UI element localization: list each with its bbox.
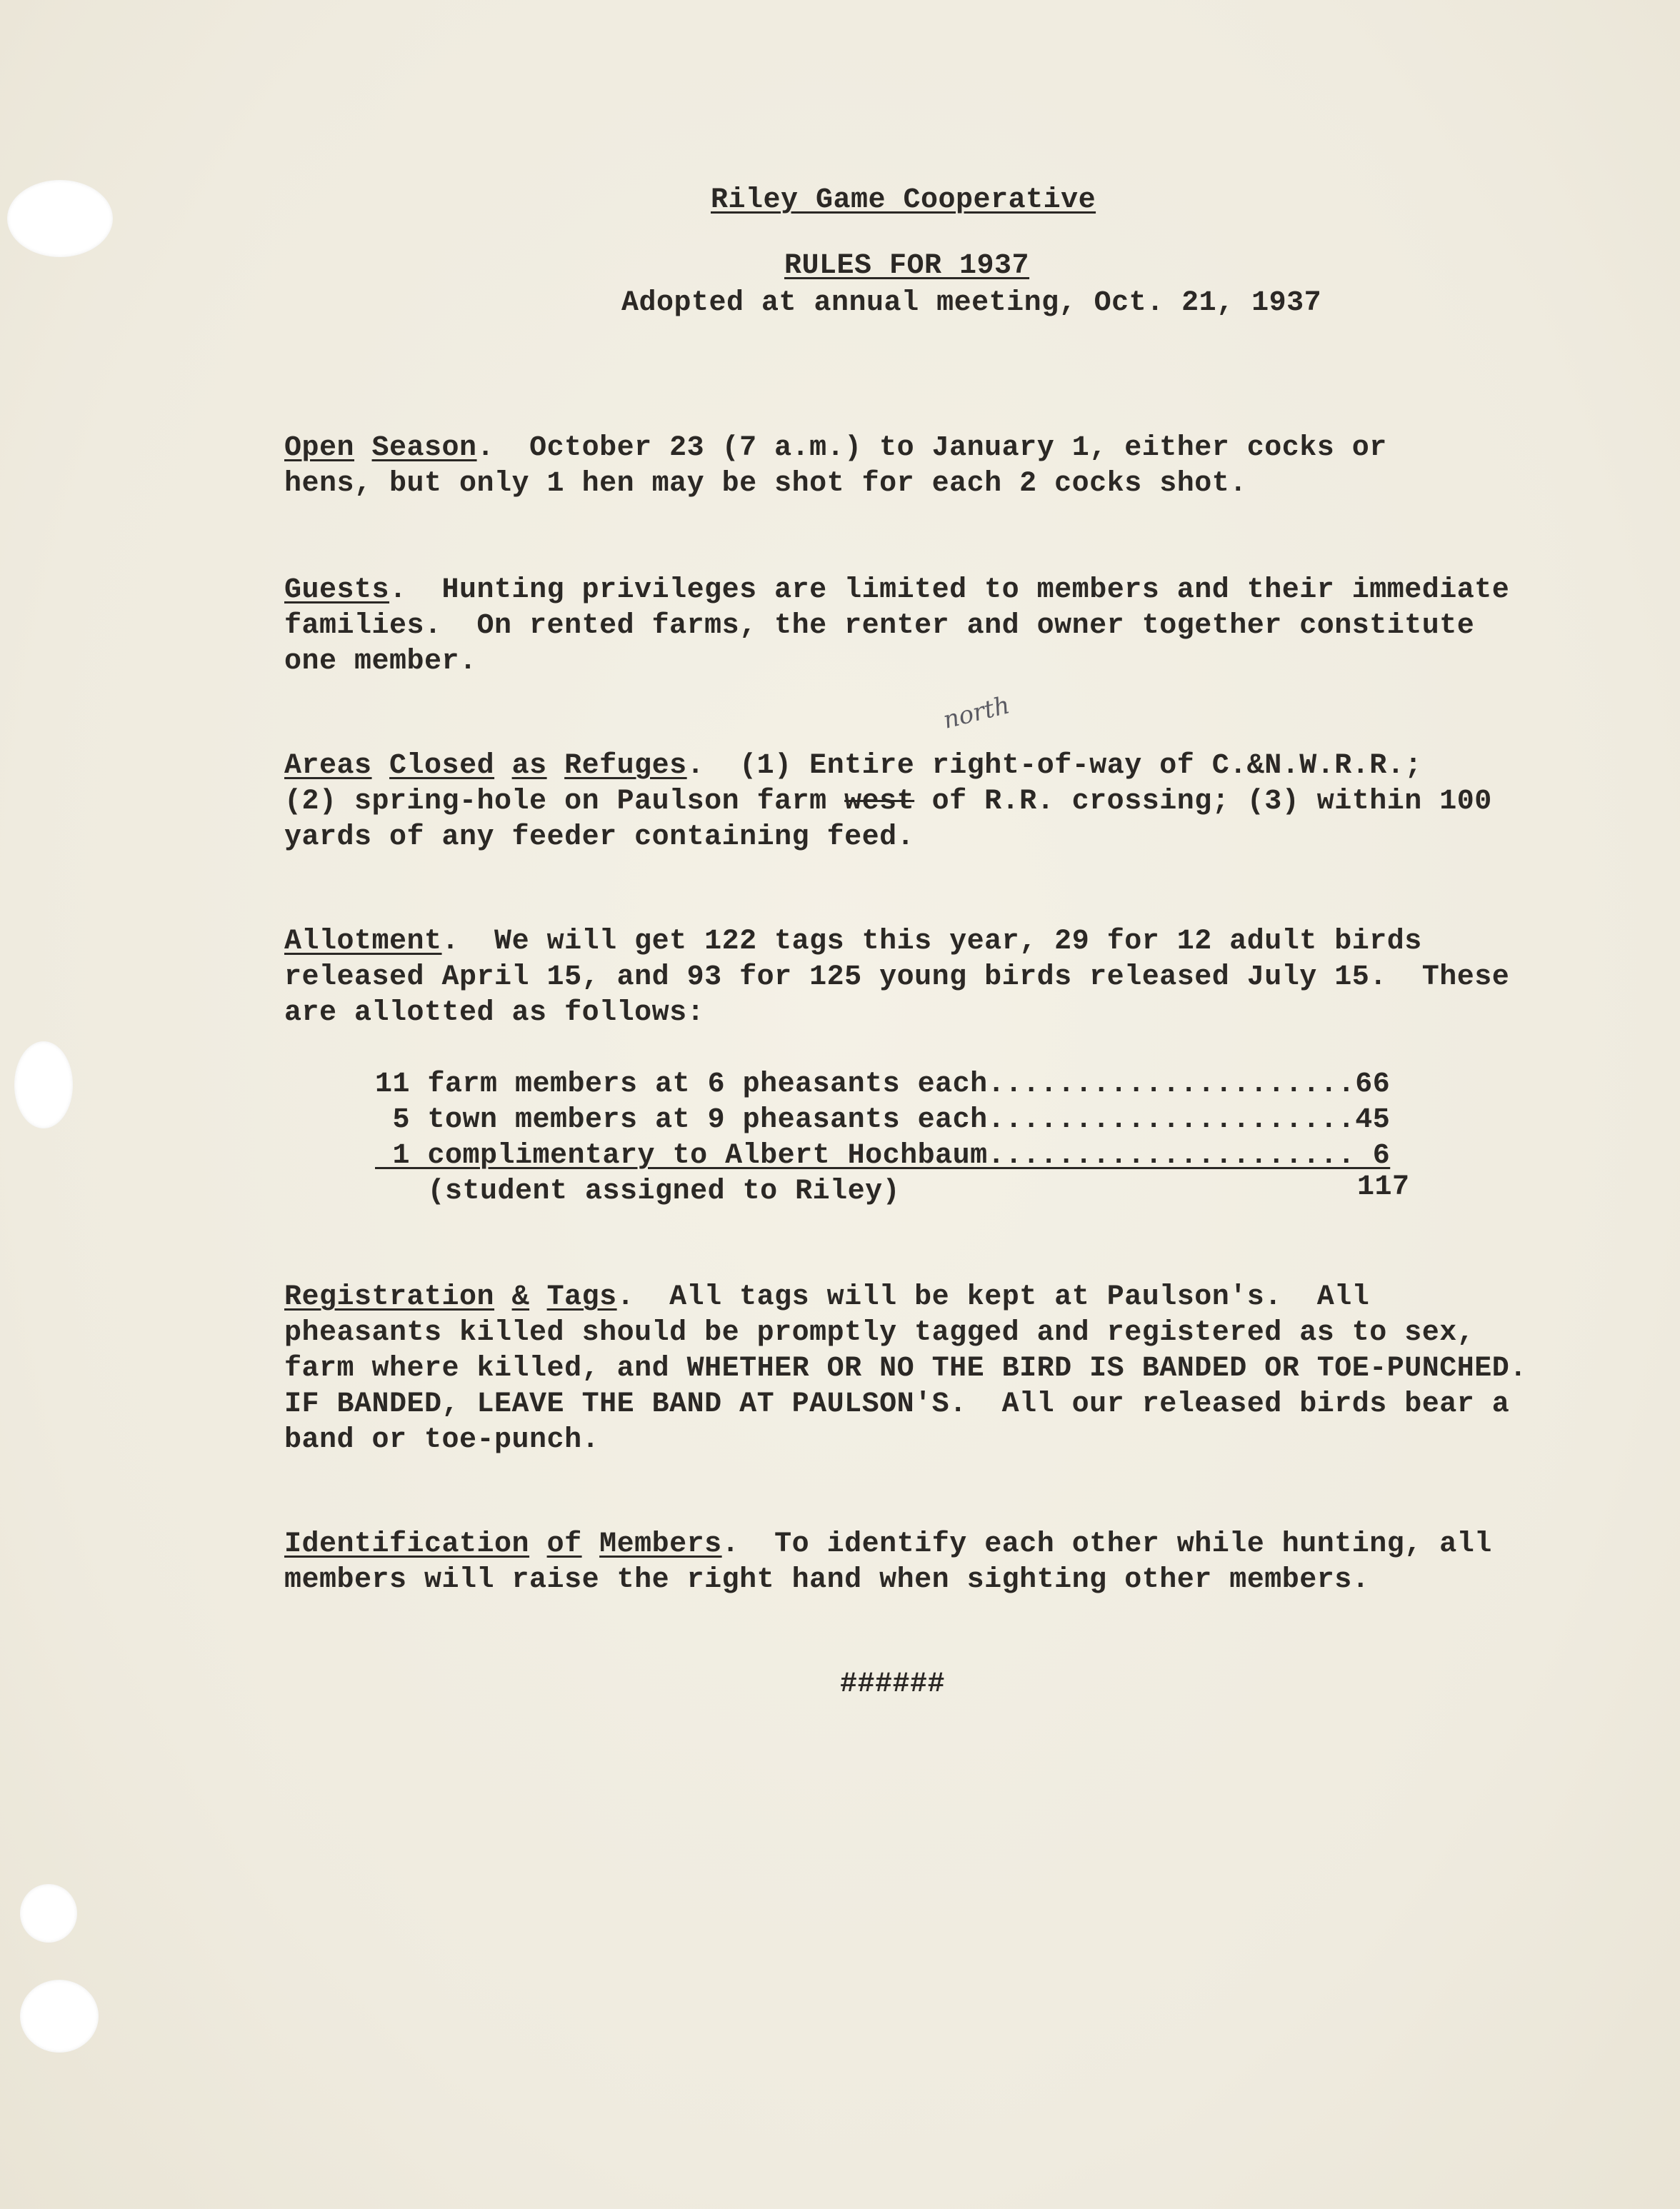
refuges-heading-word-4: Refuges [564, 750, 687, 782]
allotment-row: (student assigned to Riley) [375, 1176, 901, 1208]
identification-heading-word-1: Identification [284, 1528, 530, 1561]
refuges-line-1: Areas Closed as Refuges. (1) Entire right-of-way of C.&N.W.R.R.; [284, 750, 1422, 782]
registration-heading-word-3: Tags [546, 1281, 617, 1313]
registration-line-3: farm where killed, and WHETHER OR NO THE BIRD IS BANDED OR TOE-PUNCHED. [284, 1353, 1527, 1385]
refuges-line-3: yards of any feeder containing feed. [284, 821, 915, 853]
registration-line-2: pheasants killed should be promptly tagged and registered as to sex, [284, 1317, 1475, 1349]
allotment-line-3: are allotted as follows: [284, 997, 705, 1029]
registration-line-1: Registration & Tags. All tags will be kept at Paulson's. All [284, 1281, 1370, 1313]
identification-heading-word-3: Members [599, 1528, 722, 1561]
allotment-row: 5 town members at 9 pheasants each.....................45 [375, 1104, 1391, 1136]
identification-line-2: members will raise the right hand when sighting other members. [284, 1564, 1370, 1596]
allotment-row: 11 farm members at 6 pheasants each.....................66 [375, 1068, 1391, 1101]
open-season-line-2: hens, but only 1 hen may be shot for each 2 cocks shot. [284, 468, 1247, 500]
refuges-heading-word-3: as [511, 750, 547, 782]
rules-title: RULES FOR 1937 [784, 250, 1030, 282]
open-season-heading-word-1: Open [284, 432, 355, 464]
guests-heading: Guests [284, 574, 390, 606]
allotment-line-2: released April 15, and 93 for 125 young birds released July 15. These [284, 961, 1510, 993]
identification-line-1: Identification of Members. To identify each other while hunting, all [284, 1528, 1492, 1561]
registration-line-4: IF BANDED, LEAVE THE BAND AT PAULSON'S. All our released birds bear a [284, 1388, 1510, 1421]
guests-line-2: families. On rented farms, the renter and owner together constitute [284, 610, 1475, 642]
identification-heading-word-2: of [546, 1528, 582, 1561]
refuges-heading-word-1: Areas [284, 750, 372, 782]
open-season-line-1: Open Season. October 23 (7 a.m.) to January 1, either cocks or [284, 432, 1387, 464]
open-season-heading-word-2: Season [371, 432, 477, 464]
allotment-heading: Allotment [284, 926, 442, 958]
refuges-line-2: (2) spring-hole on Paulson farm west of R.R. crossing; (3) within 100 [284, 786, 1492, 818]
registration-line-5: band or toe-punch. [284, 1424, 600, 1456]
registration-heading-word-1: Registration [284, 1281, 495, 1313]
struck-word: west [844, 786, 915, 818]
punch-hole-top [7, 180, 113, 257]
end-mark: ###### [840, 1668, 946, 1700]
allotment-total: 117 [1357, 1171, 1410, 1203]
registration-heading-word-2: & [511, 1281, 530, 1313]
handwritten-annotation: north [940, 691, 1013, 735]
adopted-line: Adopted at annual meeting, Oct. 21, 1937 [621, 287, 1322, 319]
punch-hole-middle [14, 1041, 73, 1128]
punch-hole-bottom [20, 1980, 99, 2053]
organization-title: Riley Game Cooperative [711, 184, 1096, 216]
refuges-heading-word-2: Closed [389, 750, 495, 782]
allotment-row: 1 complimentary to Albert Hochbaum..................... 6 [375, 1140, 1391, 1172]
allotment-line-1: Allotment. We will get 122 tags this year, 29 for 12 adult birds [284, 926, 1422, 958]
punch-hole-lower [20, 1884, 77, 1943]
guests-line-1: Guests. Hunting privileges are limited to members and their immediate [284, 574, 1510, 606]
guests-line-3: one member. [284, 646, 477, 678]
